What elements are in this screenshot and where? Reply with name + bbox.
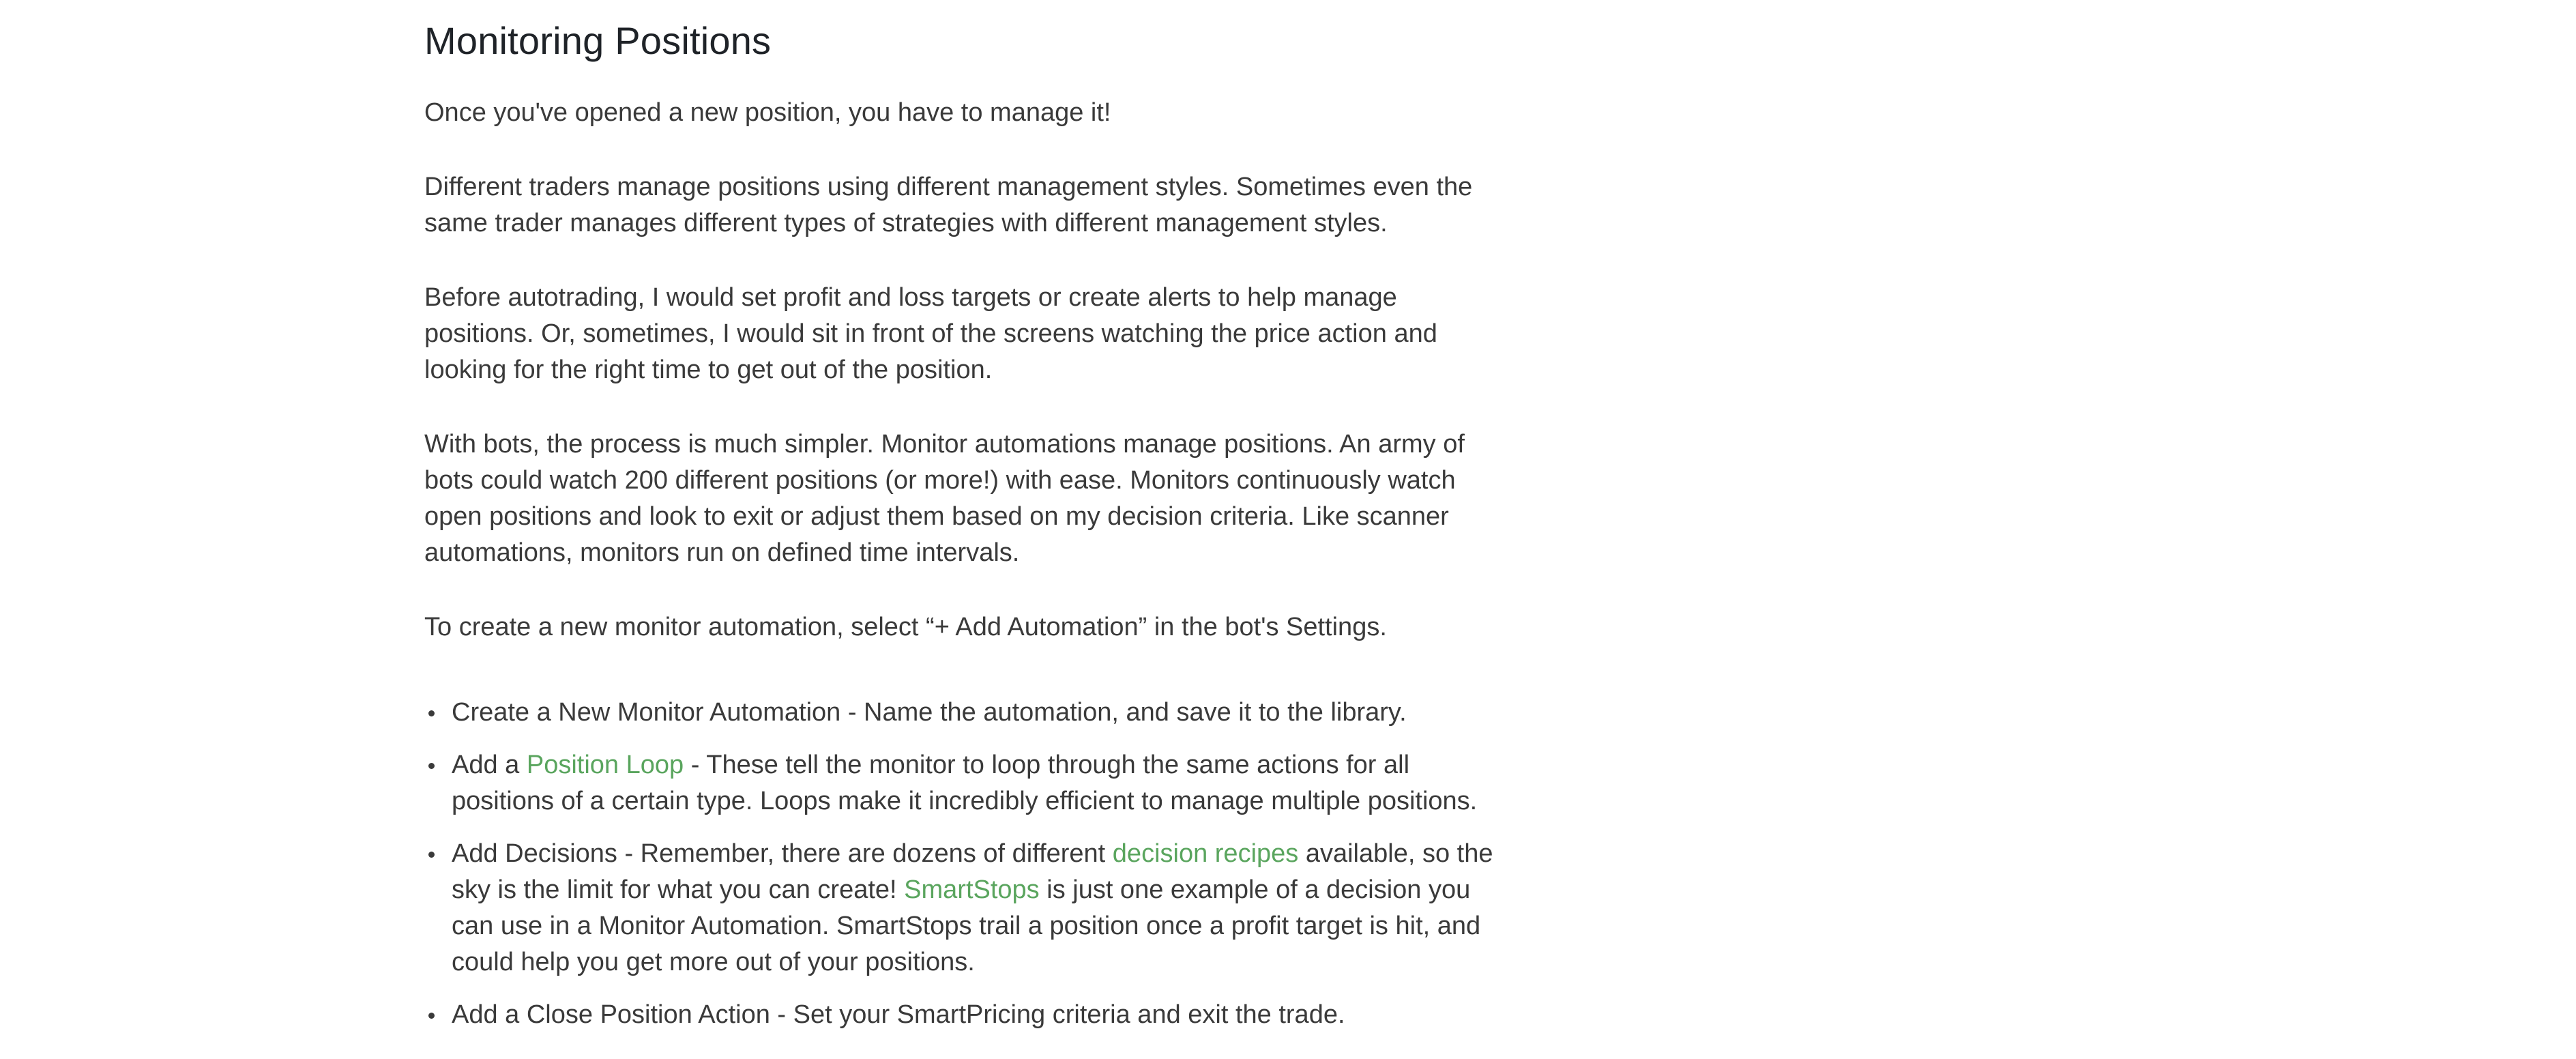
step-text-suffix: is just one example of a decision you can use in a Monitor Automation. SmartStops trail a position once a profit target is hit, and could help you get more out of your positions. bbox=[452, 875, 1481, 976]
step-text-prefix: Add Decisions - Remember, there are dozens of different bbox=[452, 839, 1113, 868]
step-text-prefix: Add a bbox=[452, 751, 527, 779]
steps-list bbox=[424, 695, 1509, 1033]
smartstops-link[interactable]: SmartStops bbox=[904, 875, 1040, 904]
paragraph-before-autotrading: Before autotrading, I would set profit and loss targets or create alerts to help manage positions. Or, sometimes, I would sit in front of the screens watching the price action and looking for the right time to get out of the position. bbox=[424, 283, 1437, 384]
list-item bbox=[424, 695, 1509, 731]
step-text-suffix: - These tell the monitor to loop through the same actions for all positions of a certain type. Loops make it incredibly efficient to manage multiple positions. bbox=[452, 751, 1478, 815]
bullet-icon bbox=[428, 852, 435, 858]
section-heading: Monitoring Positions bbox=[424, 19, 772, 62]
step-text: Create a New Monitor Automation - Name the automation, and save it to the library. bbox=[452, 698, 1407, 727]
intro-paragraph: Once you've opened a new position, you have to manage it! bbox=[424, 98, 1111, 127]
position-loop-link[interactable]: Position Loop bbox=[526, 751, 684, 779]
decision-recipes-link[interactable]: decision recipes bbox=[1112, 839, 1299, 868]
article bbox=[424, 0, 1509, 1049]
list-item bbox=[424, 997, 1509, 1033]
list-item bbox=[424, 747, 1509, 819]
bullet-icon bbox=[428, 710, 435, 716]
step-text-middle: available, so the sky is the limit for what you can create! bbox=[452, 839, 1493, 904]
paragraph-with-bots: With bots, the process is much simpler. Monitor automations manage positions. An army of bots could watch 200 different positions (or more!) with ease. Monitors continuously watch open positions and look to exit or adjust them based on my decision criteria. Like scanner automations, monitors run on defined time intervals. bbox=[424, 430, 1465, 567]
step-text: Add a Close Position Action - Set your SmartPricing criteria and exit the trade. bbox=[452, 1000, 1345, 1029]
paragraph-create-monitor: To create a new monitor automation, select “+ Add Automation” in the bot's Settings. bbox=[424, 613, 1387, 641]
list-item bbox=[424, 836, 1509, 981]
bullet-icon bbox=[428, 763, 435, 769]
bullet-icon bbox=[428, 1013, 435, 1019]
paragraph-management-styles: Different traders manage positions using different management styles. Sometimes even the same trader manages different types of strategies with different management styles. bbox=[424, 173, 1473, 237]
